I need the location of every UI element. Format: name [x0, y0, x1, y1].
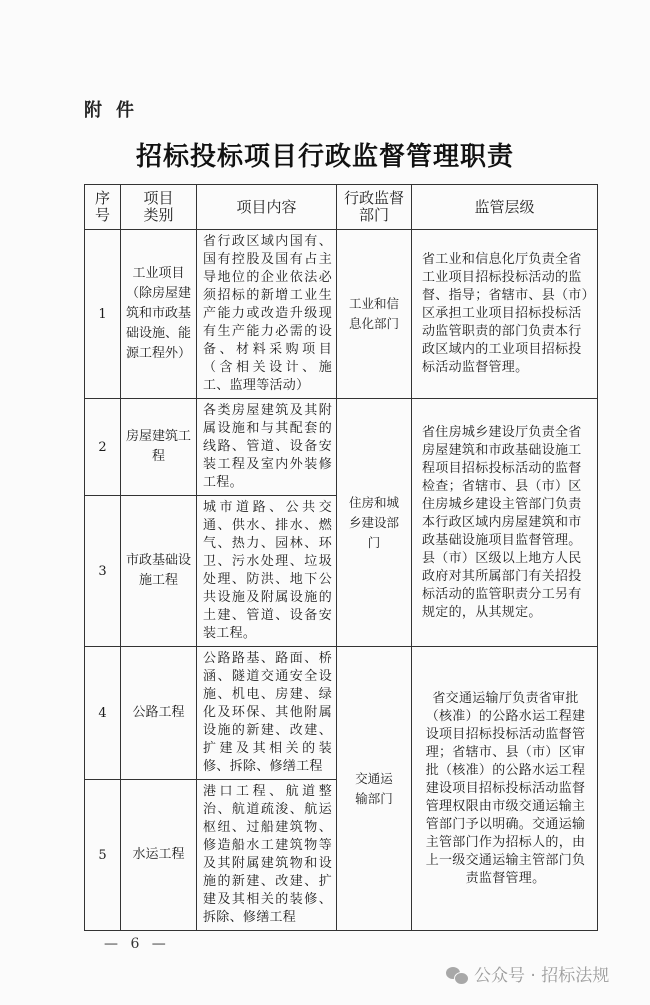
row-content: 各类房屋建筑及其附属设施和与其配套的线路、管道、设备安装工程及室内外装修工程。 [197, 399, 337, 496]
row-level: 省工业和信息化厅负责全省工业项目招标投标活动的监督、指导；省辖市、县（市）区承担工业项目招标投标活动监管职责的部门负责本行政区域内的工业项目招标投标活动监督管理。 [412, 230, 598, 399]
header-content: 项目内容 [197, 185, 337, 230]
row-no: 4 [85, 647, 121, 780]
row-level: 省交通运输厅负责省审批（核准）的公路水运工程建设项目招标投标活动监督管理；省辖市、县（市）区审批（核准）的公路水运工程建设项目招标投标活动监督管理权限由市级交通运输主管部门予以明确。交通运输主管部门作为招标人的，由上一级交通运输主管部门负责监督管理。 [412, 647, 598, 931]
attachment-label: 附件 [84, 100, 148, 121]
row-content: 港口工程、航道整治、航道疏浚、航运枢纽、过船建筑物、修造船水工建筑物等及其附属建筑物和设施的新建、改建、扩建及其相关的装修、拆除、修缮工程 [197, 780, 337, 931]
watermark [446, 965, 609, 987]
row-department [337, 399, 412, 647]
row-department [337, 647, 412, 931]
department-text: 住房和城乡建设部门 [348, 494, 399, 550]
table-row [85, 230, 598, 399]
wechat-icon [446, 967, 468, 985]
row-category: 水运工程 [121, 780, 197, 931]
header-category: 项目类别 [121, 185, 197, 230]
watermark-text: 公众号 · 招标法规 [474, 966, 610, 986]
header-department: 行政监督部门 [337, 185, 412, 230]
page-number: — 6 — [104, 936, 170, 952]
header-no: 序号 [85, 185, 121, 230]
row-category: 房屋建筑工程 [121, 399, 197, 496]
row-department [337, 230, 412, 399]
row-content: 城市道路、公共交通、供水、排水、燃气、热力、园林、环卫、污水处理、垃圾处理、防洪、地下公共设施及附属设施的土建、管道、设备安装工程。 [197, 496, 337, 647]
row-level: 省住房城乡建设厅负责全省房屋建筑和市政基础设施工程项目招标投标活动的监督检查；省辖市、县（市）区住房城乡建设主管部门负责本行政区域内房屋建筑和市政基础设施项目监督管理。县（市）区级以上地方人民政府对其所属部门有关招投标活动的监管职责分工另有规定的，从其规定。 [412, 399, 598, 647]
table-header-row [85, 185, 598, 230]
row-category: 公路工程 [121, 647, 197, 780]
table-row [85, 647, 598, 780]
table-row [85, 399, 598, 496]
document-title: 招标投标项目行政监督管理职责 [135, 142, 514, 172]
row-category: 市政基础设施工程 [121, 496, 197, 647]
responsibility-table [84, 184, 598, 931]
header-level: 监管层级 [412, 185, 598, 230]
page-footer [84, 935, 610, 995]
row-content: 公路路基、路面、桥涵、隧道交通安全设施、机电、房建、绿化及环保、其他附属设施的新建、改建、扩建及其相关的装修、拆除、修缮工程 [197, 647, 337, 780]
department-text: 交通运输部门 [355, 770, 393, 806]
row-content: 省行政区域内国有、国有控股及国有占主导地位的企业依法必须招标的新增工业生产能力或改造升级现有生产能力必需的设备、材料采购项目（含相关设计、施工、监理等活动） [197, 230, 337, 399]
row-category: 工业项目（除房屋建筑和市政基础设施、能源工程外） [121, 230, 197, 399]
department-text: 工业和信息化部门 [349, 296, 400, 331]
row-no: 3 [85, 496, 121, 647]
row-no: 5 [85, 780, 121, 931]
row-no: 2 [85, 399, 121, 496]
row-no: 1 [85, 230, 121, 399]
